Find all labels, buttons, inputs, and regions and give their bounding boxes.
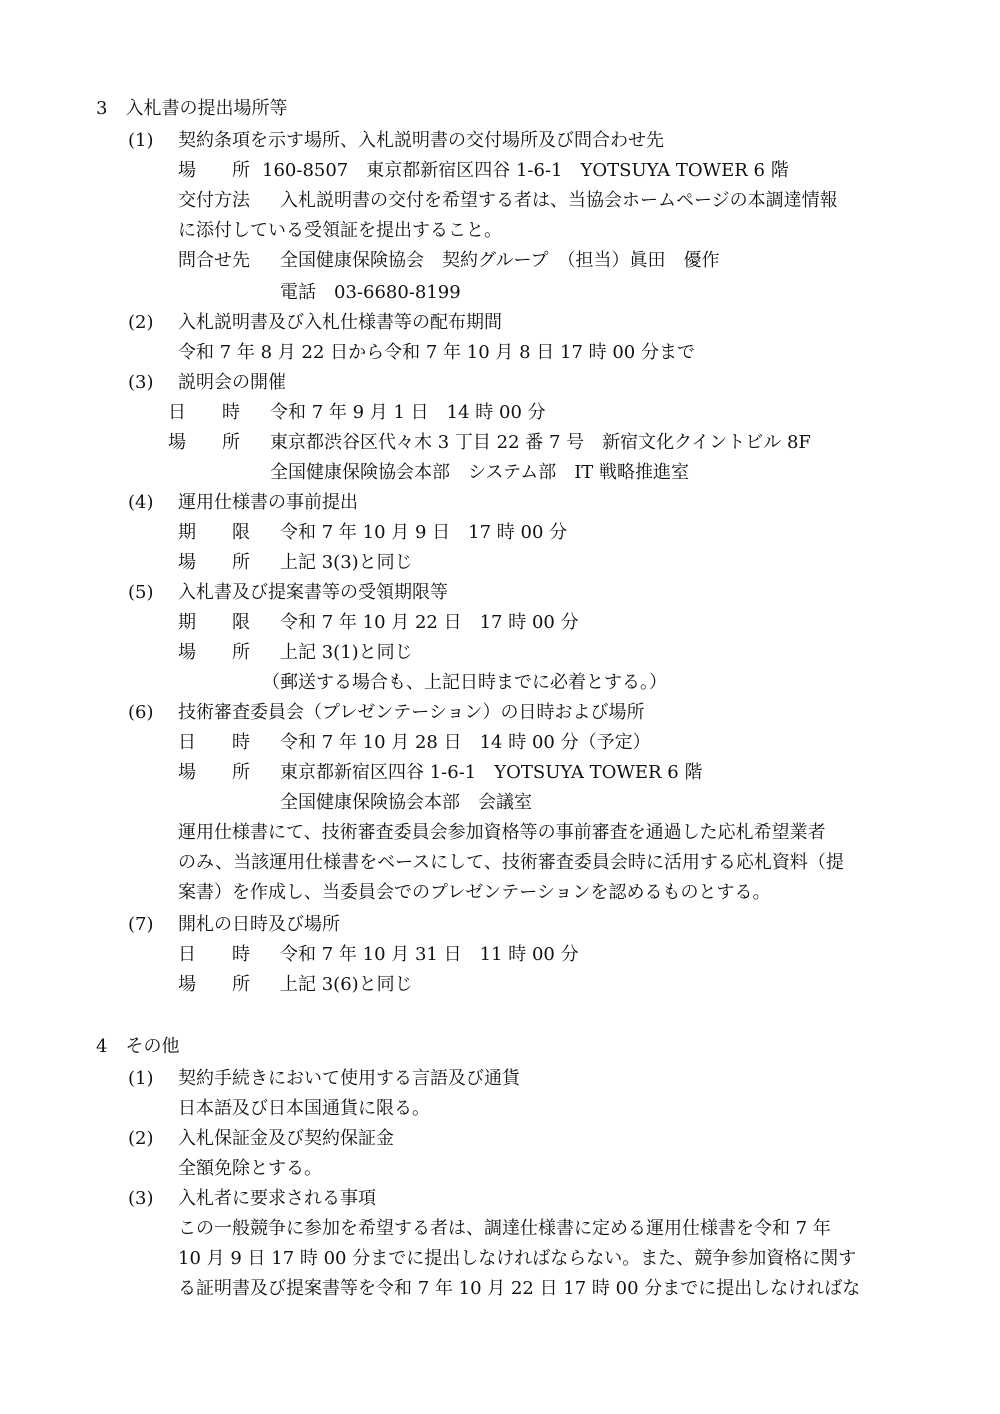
field-value: 令和 7 年 10 月 28 日 14 時 00 分（予定） — [280, 732, 651, 753]
field-value: 全国健康保険協会本部 会議室 — [280, 792, 532, 813]
item-title: 技術審査委員会（プレゼンテーション）の日時および場所 — [178, 702, 645, 723]
field-value: 令和 7 年 8 月 22 日から令和 7 年 10 月 8 日 17 時 00 分まで — [178, 342, 695, 363]
field-value: 全国健康保険協会 契約グループ （担当）眞田 優作 — [280, 250, 720, 271]
item-number: (5) — [128, 582, 154, 603]
item-number: (3) — [128, 372, 154, 393]
field-value: 令和 7 年 9 月 1 日 14 時 00 分 — [270, 402, 546, 423]
paragraph-line: る証明書及び提案書等を令和 7 年 10 月 22 日 17 時 00 分までに提出しなければな — [178, 1278, 861, 1299]
paragraph-line: 案書）を作成し、当委員会でのプレゼンテーションを認めるものとする。 — [178, 882, 771, 903]
item-title: 開札の日時及び場所 — [178, 914, 340, 935]
field-label: 問合せ先 — [178, 250, 250, 271]
field-value: 入札説明書の交付を希望する者は、当協会ホームページの本調達情報 — [280, 190, 838, 211]
field-value: 令和 7 年 10 月 31 日 11 時 00 分 — [280, 944, 579, 965]
paragraph-line: に添付している受領証を提出すること。 — [178, 220, 502, 241]
item-number: (1) — [128, 1068, 154, 1089]
item-title: 説明会の開催 — [178, 372, 286, 393]
item-number: (7) — [128, 914, 154, 935]
item-title: 契約条項を示す場所、入札説明書の交付場所及び問合わせ先 — [178, 130, 664, 151]
note: （郵送する場合も、上記日時までに必着とする。） — [262, 672, 667, 693]
item-title: 入札書及び提案書等の受領期限等 — [178, 582, 448, 603]
paragraph-line: のみ、当該運用仕様書をベースにして、技術審査委員会時に活用する応札資料（提 — [178, 852, 844, 873]
item-number: (6) — [128, 702, 154, 723]
field-value: 令和 7 年 10 月 22 日 17 時 00 分 — [280, 612, 579, 633]
field-label: 場 所 — [178, 160, 250, 181]
field-value: 東京都新宿区四谷 1-6-1 YOTSUYA TOWER 6 階 — [280, 762, 703, 783]
field-label: 期 限 — [178, 522, 250, 543]
field-label: 場 所 — [168, 432, 240, 453]
paragraph-line: 運用仕様書にて、技術審査委員会参加資格等の事前審査を通過した応札希望業者 — [178, 822, 826, 843]
field-value: 全国健康保険協会本部 システム部 IT 戦略推進室 — [270, 462, 690, 483]
field-label: 期 限 — [178, 612, 250, 633]
field-value: 上記 3(3)と同じ — [280, 552, 413, 573]
field-value: 東京都渋谷区代々木 3 丁目 22 番 7 号 新宿文化クイントビル 8F — [270, 432, 811, 453]
paragraph-line: 全額免除とする。 — [178, 1158, 322, 1179]
item-title: 入札説明書及び入札仕様書等の配布期間 — [178, 312, 502, 333]
paragraph-line: この一般競争に参加を希望する者は、調達仕様書に定める運用仕様書を令和 7 年 — [178, 1218, 831, 1239]
item-number: (4) — [128, 492, 154, 513]
field-label: 日 時 — [168, 402, 240, 423]
item-number: (2) — [128, 1128, 154, 1149]
item-title: 入札者に要求される事項 — [178, 1188, 376, 1209]
field-label: 場 所 — [178, 762, 250, 783]
paragraph-line: 日本語及び日本国通貨に限る。 — [178, 1098, 430, 1119]
field-value: 上記 3(6)と同じ — [280, 974, 413, 995]
item-number: (1) — [128, 130, 154, 151]
paragraph-line: 10 月 9 日 17 時 00 分までに提出しなければならない。また、競争参加資格に関す — [178, 1248, 857, 1269]
field-label: 場 所 — [178, 642, 250, 663]
item-title: 運用仕様書の事前提出 — [178, 492, 358, 513]
field-value: 令和 7 年 10 月 9 日 17 時 00 分 — [280, 522, 568, 543]
item-number: (2) — [128, 312, 154, 333]
field-label: 場 所 — [178, 974, 250, 995]
field-label: 日 時 — [178, 732, 250, 753]
item-title: 入札保証金及び契約保証金 — [178, 1128, 394, 1149]
item-number: (3) — [128, 1188, 154, 1209]
section-4-heading: 4 その他 — [96, 1036, 180, 1057]
field-value: 160-8507 東京都新宿区四谷 1-6-1 YOTSUYA TOWER 6 階 — [262, 160, 789, 181]
field-label: 日 時 — [178, 944, 250, 965]
item-title: 契約手続きにおいて使用する言語及び通貨 — [178, 1068, 520, 1089]
field-label: 交付方法 — [178, 190, 250, 211]
field-label: 場 所 — [178, 552, 250, 573]
phone-number: 電話 03-6680-8199 — [280, 282, 461, 303]
field-value: 上記 3(1)と同じ — [280, 642, 413, 663]
section-3-heading: 3 入札書の提出場所等 — [96, 98, 288, 119]
